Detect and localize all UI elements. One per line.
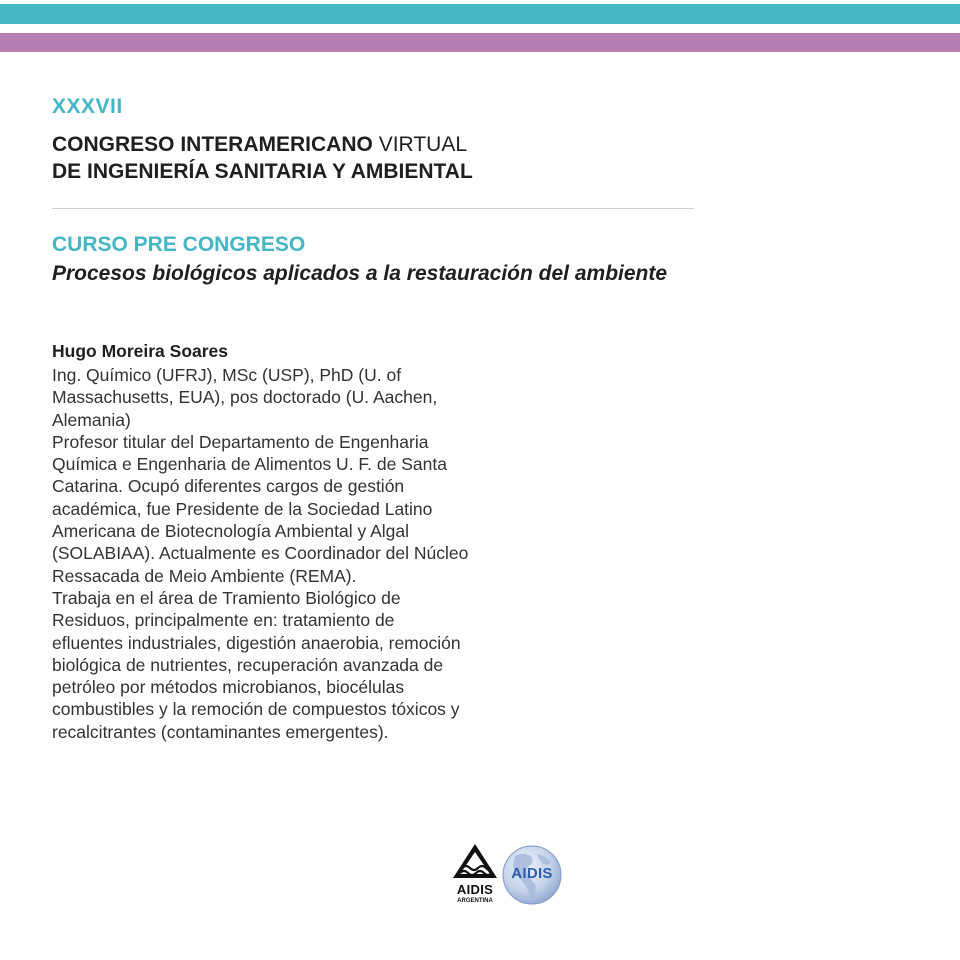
aidis-globe-name: AIDIS bbox=[511, 865, 553, 882]
bio-line: Alemania) bbox=[52, 409, 131, 430]
bio-line: (SOLABIAA). Actualmente es Coordinador del Núcleo bbox=[52, 543, 469, 564]
bio-line: Química e Engenharia de Alimentos U. F. de Santa bbox=[52, 454, 447, 475]
bio-line: recalcitrantes (contaminantes emergentes). bbox=[52, 721, 389, 742]
speaker-bio bbox=[52, 364, 522, 743]
bio-line: académica, fue Presidente de la Sociedad Latino bbox=[52, 498, 433, 519]
bio-line: petróleo por métodos microbianos, biocélulas bbox=[52, 677, 405, 698]
top-teal-bar bbox=[0, 4, 960, 24]
bio-line: Profesor titular del Departamento de Engenharia bbox=[52, 431, 429, 452]
bio-line: Trabaja en el área de Tramiento Biológico de bbox=[52, 587, 401, 608]
top-purple-bar bbox=[0, 33, 960, 52]
bio-line: Ressacada de Meio Ambiente (REMA). bbox=[52, 565, 357, 586]
course-label: CURSO PRE CONGRESO bbox=[52, 233, 306, 256]
congress-title-bold: CONGRESO INTERAMERICANO bbox=[52, 133, 373, 156]
course-title: Procesos biológicos aplicados a la restauración del ambiente bbox=[52, 262, 668, 285]
section-divider bbox=[52, 208, 694, 209]
bio-line: Ing. Químico (UFRJ), MSc (USP), PhD (U. of bbox=[52, 365, 402, 385]
congress-title-line1 bbox=[52, 131, 473, 158]
bio-line: Massachusetts, EUA), pos doctorado (U. Aachen, bbox=[52, 387, 438, 408]
bio-line: Catarina. Ocupó diferentes cargos de gestión bbox=[52, 476, 405, 497]
congress-title bbox=[52, 131, 473, 185]
bio-line: biológica de nutrientes, recuperación avanzada de bbox=[52, 654, 444, 675]
aidis-argentina-name: AIDIS bbox=[456, 882, 494, 897]
speaker-name: Hugo Moreira Soares bbox=[52, 341, 229, 361]
aidis-argentina-country: ARGENTINA bbox=[457, 898, 493, 904]
bio-line: efluentes industriales, digestión anaerobia, remoción bbox=[52, 632, 461, 653]
congress-title-virtual: VIRTUAL bbox=[372, 133, 468, 156]
bio-line: combustibles y la remoción de compuestos tóxicos y bbox=[52, 699, 460, 720]
bio-line: Residuos, principalmente en: tratamiento de bbox=[52, 610, 395, 631]
triangle-wave-icon bbox=[449, 842, 501, 882]
edition-number: XXXVII bbox=[52, 95, 123, 118]
sponsor-logos bbox=[449, 840, 565, 910]
bio-line: Americana de Biotecnología Ambiental y Algal bbox=[52, 521, 410, 542]
aidis-argentina-logo bbox=[449, 842, 501, 908]
congress-title-line2: DE INGENIERÍA SANITARIA Y AMBIENTAL bbox=[52, 160, 473, 183]
